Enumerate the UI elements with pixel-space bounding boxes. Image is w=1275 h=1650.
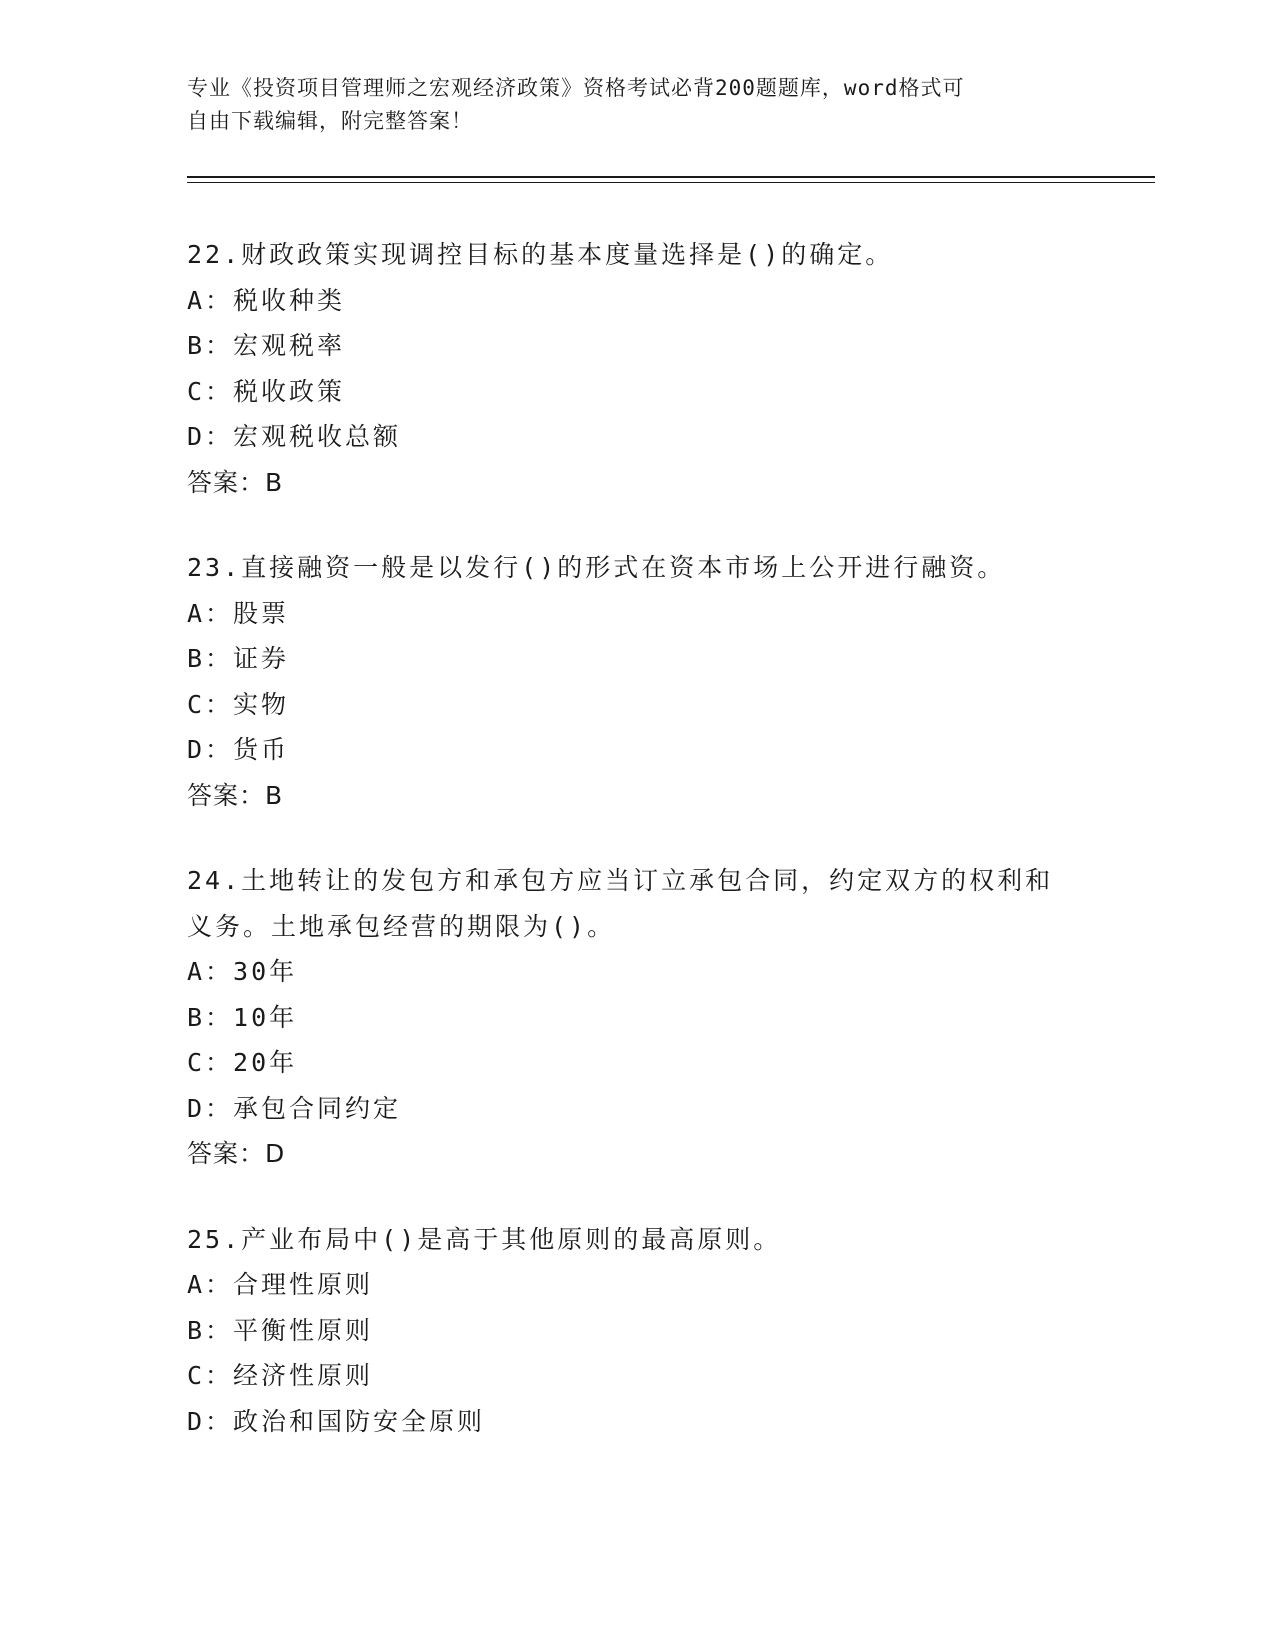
answer-line: 答案：D [187,1139,286,1168]
option-c: C：实物 [187,689,290,719]
option-d: D：货币 [187,735,290,764]
option-b: B：宏观税率 [187,331,346,360]
answer-line: 答案：B [187,780,284,810]
option-b: B：证券 [187,644,290,673]
question-stem: 23.直接融资一般是以发行()的形式在资本市场上公开进行融资。 [187,553,1006,582]
option-a: A：股票 [187,598,290,628]
question-stem-line-2: 义务。土地承包经营的期限为()。 [187,911,616,941]
header-divider-thin [187,182,1155,183]
option-c: C：经济性原则 [187,1361,374,1390]
document-header [187,72,1067,138]
option-a: A：30年 [187,957,298,986]
question-stem: 25.产业布局中()是高于其他原则的最高原则。 [187,1224,782,1254]
option-d: D：政治和国防安全原则 [187,1406,486,1436]
option-d: D：承包合同约定 [187,1093,402,1123]
option-a: A：合理性原则 [187,1270,374,1299]
question-24 [187,858,1087,1177]
question-25 [187,1217,1087,1445]
question-stem-line-1: 24.土地转让的发包方和承包方应当订立承包合同，约定双方的权利和 [187,866,1054,895]
option-b: B：平衡性原则 [187,1315,374,1345]
option-c: C：20年 [187,1048,298,1077]
option-d: D：宏观税收总额 [187,422,402,451]
question-22 [187,232,1087,505]
header-divider-thick [187,176,1155,178]
question-list [187,232,1087,1484]
option-a: A：税收种类 [187,285,346,315]
answer-line: 答案：B [187,467,284,497]
option-c: C：税收政策 [187,376,346,406]
question-23 [187,545,1087,818]
option-b: B：10年 [187,1002,298,1032]
header-line-1: 专业《投资项目管理师之宏观经济政策》资格考试必背200题题库，word格式可 [187,76,965,100]
question-stem: 22.财政政策实现调控目标的基本度量选择是()的确定。 [187,240,894,269]
header-line-2: 自由下载编辑，附完整答案！ [187,109,473,133]
